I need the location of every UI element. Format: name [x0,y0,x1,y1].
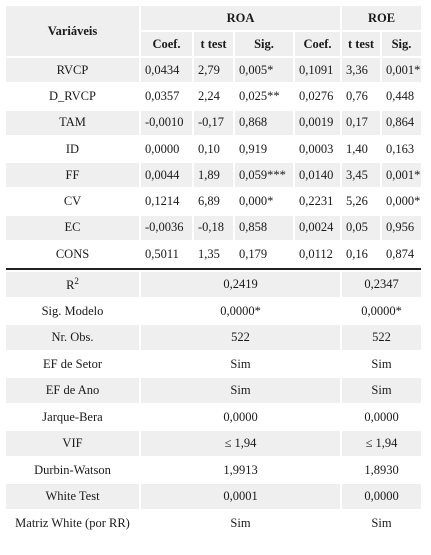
sig-roa-cell: 0,025** [235,84,293,108]
sig-roe-cell: 0,864 [382,111,421,135]
stat-label-cell [6,431,139,456]
sig-roe-cell: 0,956 [382,216,421,240]
table-row [6,58,421,82]
stat-label: Jarque-Bera [42,409,103,424]
sig-roe-cell: 0,163 [382,137,421,161]
subheader-coef-roa: Coef. [141,32,192,56]
ttest-roa-cell: -0,18 [194,216,233,240]
table-row [6,137,421,161]
stat-label: Matriz White (por RR) [15,515,130,530]
variable-name-cell: RVCP [6,58,139,82]
stat-row [6,352,421,377]
stat-label-cell [6,325,139,350]
stat-roe-value: 1,8930 [342,458,421,483]
stat-roa-value: 522 [141,325,340,350]
ttest-roe-cell: 0,16 [342,242,380,266]
coef-roa-cell: -0,0036 [141,216,192,240]
stat-label-cell [6,511,139,536]
stat-roa-value: 0,0000* [141,299,340,324]
ttest-roa-cell: 0,10 [194,137,233,161]
ttest-roa-cell: 6,89 [194,189,233,213]
stat-label-cell [6,272,139,297]
stat-row [6,299,421,324]
sig-roa-cell: 0,868 [235,111,293,135]
stat-row [6,272,421,297]
subheader-coef-roe: Coef. [295,32,340,56]
sig-roa-cell: 0,179 [235,242,293,266]
sig-roe-cell: 0,000* [382,189,421,213]
sig-roa-cell: 0,858 [235,216,293,240]
coef-roe-cell: 0,0112 [295,242,340,266]
coef-roe-cell: 0,0276 [295,84,340,108]
variable-name-cell: CV [6,189,139,213]
ttest-roa-cell: 2,79 [194,58,233,82]
coefficient-rows [6,58,421,266]
stat-label: Sig. Modelo [41,303,104,318]
coef-roa-cell: 0,0044 [141,163,192,187]
sig-roa-cell: 0,005* [235,58,293,82]
coef-roe-cell: 0,0019 [295,111,340,135]
stat-roa-value: ≤ 1,94 [141,431,340,456]
stat-roe-value: Sim [342,378,421,403]
model-statistics-rows [6,272,421,535]
sig-roe-cell: 0,001* [382,58,421,82]
stat-label: R [66,278,75,293]
header-row-1 [6,6,421,30]
variable-name-cell: CONS [6,242,139,266]
coef-roe-cell: 0,0024 [295,216,340,240]
stat-roe-value: ≤ 1,94 [342,431,421,456]
stat-roa-value: Sim [141,352,340,377]
ttest-roe-cell: 3,45 [342,163,380,187]
ttest-roa-cell: -0,17 [194,111,233,135]
stat-label-superscript: 2 [74,276,79,287]
coef-roa-cell: 0,5011 [141,242,192,266]
stat-label: EF de Ano [45,383,100,398]
stat-label: White Test [45,489,100,504]
stat-label-cell [6,484,139,509]
section-divider [6,268,421,270]
table-row [6,189,421,213]
subheader-ttest-roe: t test [342,32,380,56]
sig-roe-cell: 0,448 [382,84,421,108]
variable-name-cell: ID [6,137,139,161]
stat-roa-value: 1,9913 [141,458,340,483]
stat-roe-value: 522 [342,325,421,350]
stat-row [6,458,421,483]
ttest-roe-cell: 5,26 [342,189,380,213]
stat-roe-value: 0,2347 [342,272,421,297]
subheader-ttest-roa: t test [194,32,233,56]
stat-roe-value: Sim [342,511,421,536]
stat-row [6,511,421,536]
sig-roe-cell: 0,874 [382,242,421,266]
coef-roe-cell: 0,2231 [295,189,340,213]
stat-label-cell [6,405,139,430]
table-row [6,84,421,108]
variable-name-cell: D_RVCP [6,84,139,108]
variable-name-cell: FF [6,163,139,187]
stat-label: VIF [62,436,83,451]
coef-roe-cell: 0,1091 [295,58,340,82]
stat-label: EF de Setor [42,356,103,371]
variable-name-cell: TAM [6,111,139,135]
coef-roa-cell: 0,1214 [141,189,192,213]
regression-results-table [4,4,423,537]
stat-roa-value: Sim [141,378,340,403]
stat-row [6,378,421,403]
stat-label: Nr. Obs. [51,330,94,345]
ttest-roa-cell: 1,89 [194,163,233,187]
stat-roa-value: 0,0001 [141,484,340,509]
ttest-roe-cell: 0,05 [342,216,380,240]
ttest-roe-cell: 3,36 [342,58,380,82]
sig-roe-cell: 0,001* [382,163,421,187]
variables-header: Variáveis [6,6,139,56]
stat-label-cell [6,352,139,377]
stat-roe-value: 0,0000 [342,405,421,430]
stat-row [6,431,421,456]
stat-roa-value: 0,2419 [141,272,340,297]
ttest-roe-cell: 1,40 [342,137,380,161]
sig-roa-cell: 0,000* [235,189,293,213]
table-row [6,242,421,266]
ttest-roe-cell: 0,76 [342,84,380,108]
coef-roe-cell: 0,0140 [295,163,340,187]
roe-group-header: ROE [342,6,421,30]
stat-roe-value: 0,0000* [342,299,421,324]
stat-row [6,484,421,509]
stat-row [6,405,421,430]
table-row [6,216,421,240]
coef-roa-cell: -0,0010 [141,111,192,135]
stat-label: Durbin-Watson [34,462,111,477]
coef-roa-cell: 0,0000 [141,137,192,161]
ttest-roa-cell: 2,24 [194,84,233,108]
coef-roe-cell: 0,0003 [295,137,340,161]
ttest-roe-cell: 0,17 [342,111,380,135]
stat-roa-value: 0,0000 [141,405,340,430]
stat-label-cell [6,378,139,403]
table-row [6,163,421,187]
stat-row [6,325,421,350]
stat-roa-value: Sim [141,511,340,536]
stat-roe-value: Sim [342,352,421,377]
coef-roa-cell: 0,0434 [141,58,192,82]
stat-roe-value: 0,0000 [342,484,421,509]
subheader-sig-roe: Sig. [382,32,421,56]
roa-group-header: ROA [141,6,340,30]
stat-label-cell [6,299,139,324]
ttest-roa-cell: 1,35 [194,242,233,266]
sig-roa-cell: 0,919 [235,137,293,161]
coef-roa-cell: 0,0357 [141,84,192,108]
subheader-sig-roa: Sig. [235,32,293,56]
stat-label-cell [6,458,139,483]
table-row [6,111,421,135]
variable-name-cell: EC [6,216,139,240]
sig-roa-cell: 0,059*** [235,163,293,187]
